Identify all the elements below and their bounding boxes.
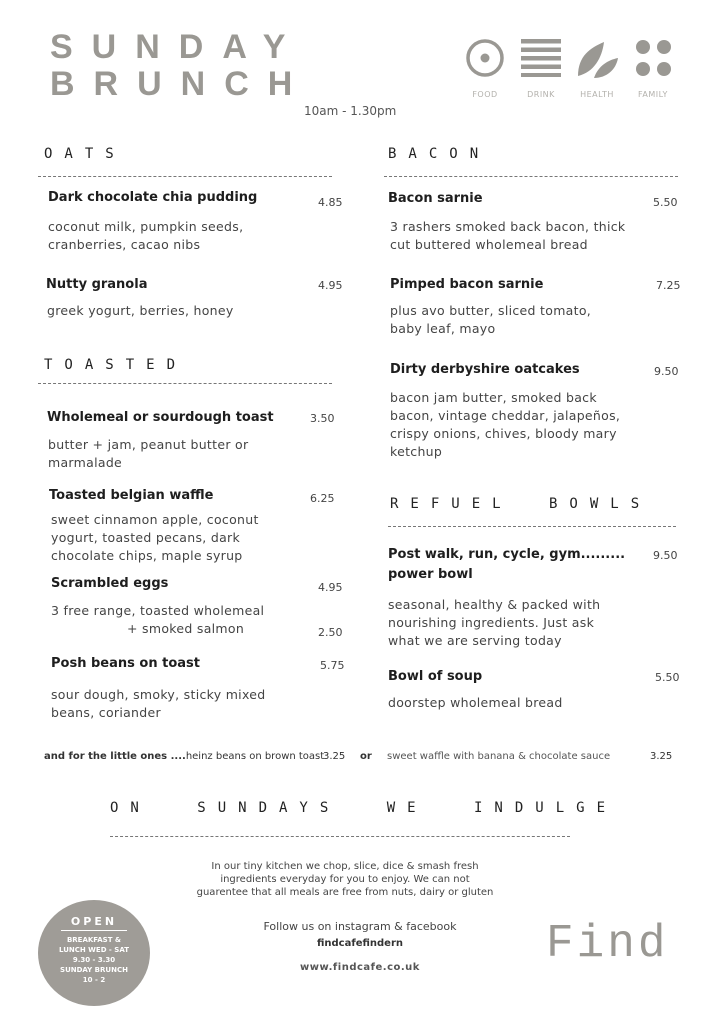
menu-item-desc: crispy onions, chives, bloody mary [390, 426, 617, 441]
menu-item-name: Nutty granola [46, 277, 148, 292]
social-follow: Follow us on instagram & facebook [263, 920, 457, 933]
menu-item-price: 6.25 [310, 492, 335, 505]
kids-price-1: 3.25 [323, 751, 346, 762]
menu-item-price: 5.50 [655, 671, 680, 684]
menu-item-desc: greek yogurt, berries, honey [47, 303, 234, 318]
menu-item-price: 7.25 [656, 279, 681, 292]
menu-item-price: 9.50 [653, 549, 678, 562]
section-bowls-title: REFUEL BOWLS [390, 496, 652, 512]
open-line: 9.30 - 3.30 [72, 956, 116, 964]
menu-item-desc: coconut milk, pumpkin seeds, [48, 219, 244, 234]
menu-item-name: Post walk, run, cycle, gym......... [388, 547, 626, 562]
opening-times-badge [38, 900, 150, 1006]
menu-item-name: Dark chocolate chia pudding [48, 190, 258, 205]
drink-label: DRINK [527, 90, 555, 99]
menu-item-desc: sweet cinnamon apple, coconut [51, 512, 259, 527]
toasted-divider [38, 383, 332, 384]
menu-item-desc: sour dough, smoky, sticky mixed [51, 687, 266, 702]
food-icon [465, 38, 505, 82]
menu-item-price: 2.50 [318, 626, 343, 639]
family-label: FAMILY [638, 90, 668, 99]
menu-item-price: 3.50 [310, 412, 335, 425]
menu-item-desc: 3 rashers smoked back bacon, thick [390, 219, 626, 234]
open-divider [61, 930, 127, 931]
menu-item-name: Bacon sarnie [388, 191, 483, 206]
section-oats-title: OATS [44, 146, 126, 162]
menu-item-desc: seasonal, healthy & packed with [388, 597, 601, 612]
menu-item-price: 9.50 [654, 365, 679, 378]
menu-item-desc: 3 free range, toasted wholemeal [51, 603, 265, 618]
menu-item-desc: bacon jam butter, smoked back [390, 390, 597, 405]
kids-price-2: 3.25 [650, 751, 673, 762]
title-line-2: BRUNCH [50, 65, 312, 103]
open-line: 10 - 2 [82, 976, 106, 984]
health-label: HEALTH [580, 90, 614, 99]
family-icon [634, 38, 674, 82]
kids-option-2: sweet waffle with banana & chocolate sauce [387, 751, 611, 762]
menu-item-desc: ketchup [390, 444, 443, 459]
menu-item-name: Pimped bacon sarnie [390, 277, 544, 292]
social-handle[interactable]: findcafefindern [316, 938, 404, 949]
menu-item-name: power bowl [388, 567, 473, 582]
kitchen-note-line: ingredients everyday for you to enjoy. We can not [220, 874, 470, 885]
menu-item-desc: + smoked salmon [127, 621, 245, 636]
health-icon [576, 38, 620, 84]
find-logo: Find [546, 918, 669, 970]
website-link[interactable]: www.findcafe.co.uk [300, 962, 420, 973]
menu-item-desc: cut buttered wholemeal bread [390, 237, 588, 252]
indulge-title: ON SUNDAYS WE INDULGE [110, 800, 618, 816]
menu-item-desc: beans, coriander [51, 705, 161, 720]
bowls-divider [388, 526, 676, 527]
menu-item-desc: nourishing ingredients. Just ask [388, 615, 595, 630]
menu-item-desc: chocolate chips, maple syrup [51, 548, 243, 563]
kitchen-note [150, 860, 540, 899]
menu-item-desc: plus avo butter, sliced tomato, [390, 303, 592, 318]
kids-lead: and for the little ones .... [44, 751, 186, 762]
indulge-divider [110, 836, 570, 837]
section-toasted-title: TOASTED [44, 357, 188, 373]
menu-item-name: Toasted belgian waffle [49, 488, 214, 503]
opening-hours: 10am - 1.30pm [304, 104, 397, 118]
menu-item-price: 4.95 [318, 581, 343, 594]
open-line: LUNCH WED - SAT [59, 946, 129, 954]
kitchen-note-line: guarentee that all meals are free from nuts, dairy or gluten [196, 887, 494, 898]
menu-item-desc: butter + jam, peanut butter or [48, 437, 249, 452]
drink-icon [521, 39, 561, 81]
menu-item-desc: baby leaf, mayo [390, 321, 496, 336]
open-line: SUNDAY BRUNCH [60, 966, 128, 974]
menu-item-name: Scrambled eggs [51, 576, 169, 591]
menu-item-desc: doorstep wholemeal bread [388, 695, 563, 710]
menu-item-desc: marmalade [48, 455, 123, 470]
kids-option-1: heinz beans on brown toast [185, 751, 325, 762]
oats-divider [38, 176, 332, 177]
section-bacon-title: BACON [388, 146, 491, 162]
food-label: FOOD [472, 90, 498, 99]
menu-item-desc: what we are serving today [388, 633, 562, 648]
menu-item-price: 4.85 [318, 196, 343, 209]
open-line: BREAKFAST & [66, 936, 122, 944]
title-line-1: SUNDAY [50, 28, 305, 66]
menu-item-price: 5.75 [320, 659, 345, 672]
bacon-divider [384, 176, 678, 177]
menu-item-price: 4.95 [318, 279, 343, 292]
menu-item-name: Posh beans on toast [51, 656, 200, 671]
kids-or: or [360, 751, 372, 762]
kids-line [44, 751, 324, 762]
menu-item-desc: yogurt, toasted pecans, dark [51, 530, 241, 545]
open-title: OPEN [70, 915, 118, 928]
menu-item-price: 5.50 [653, 196, 678, 209]
menu-item-name: Dirty derbyshire oatcakes [390, 362, 580, 377]
menu-item-name: Bowl of soup [388, 669, 483, 684]
menu-item-desc: bacon, vintage cheddar, jalapeños, [390, 408, 621, 423]
kitchen-note-line: In our tiny kitchen we chop, slice, dice & smash fresh [211, 861, 479, 872]
menu-item-name: Wholemeal or sourdough toast [47, 410, 274, 425]
menu-item-desc: cranberries, cacao nibs [48, 237, 201, 252]
